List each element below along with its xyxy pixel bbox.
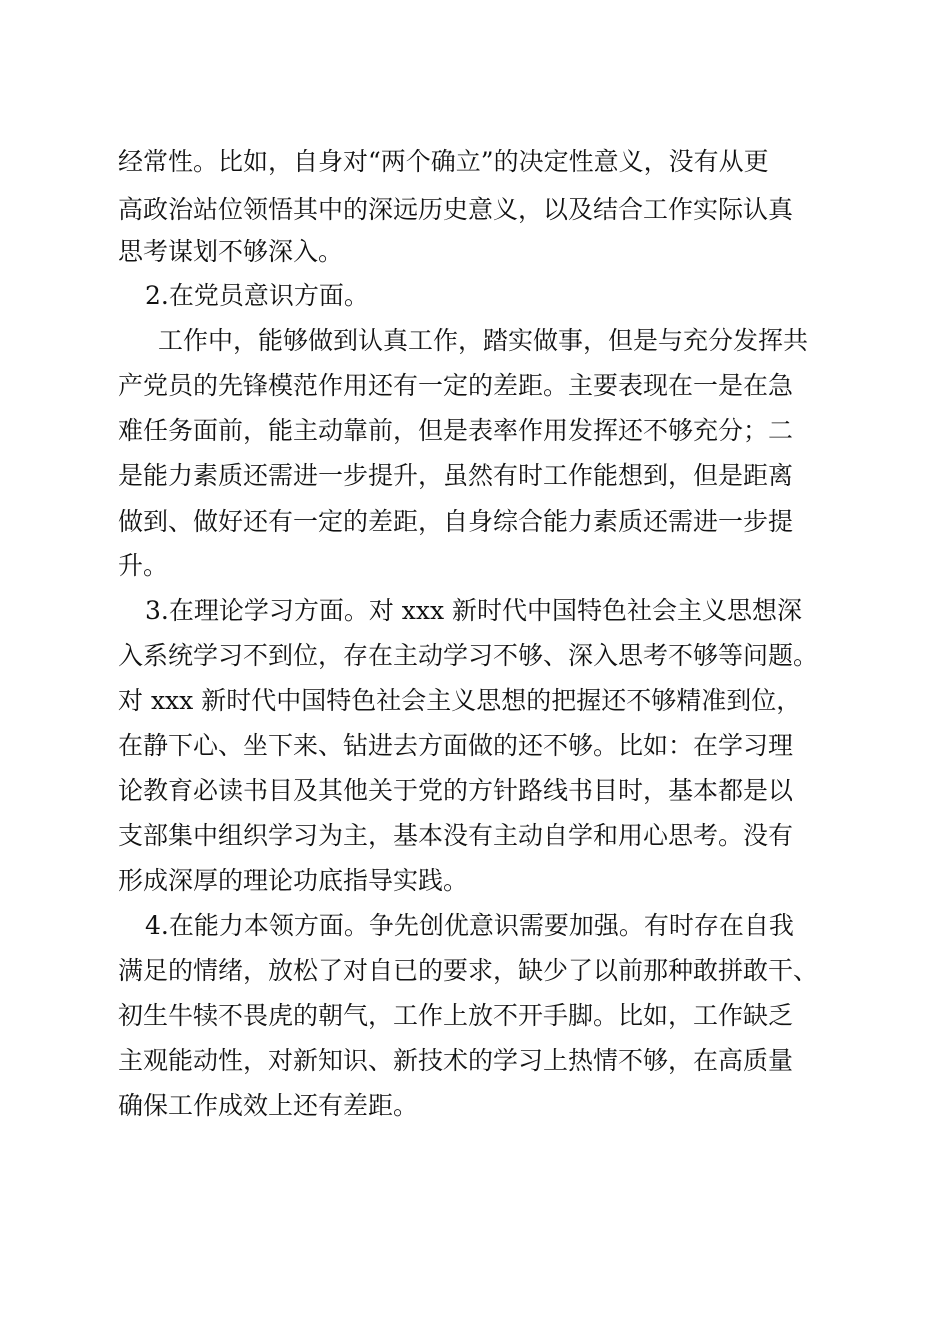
text-line: 满足的情绪，放松了对自已的要求，缺少了以前那种敢拼敢干、 [118,956,819,985]
section-heading-4: 4.在能力本领方面。争先创优意识需要加强。有时存在自我 [145,911,794,940]
text-line: 经常性。比如，自身对“两个确立”的决定性意义，没有从更 [118,147,769,176]
text-line: 论教育必读书目及其他关于党的方针路线书目时，基本都是以 [118,776,794,805]
text-line: 难任务面前，能主动靠前，但是表率作用发挥还不够充分；二 [118,416,794,445]
text-line: 对 xxx 新时代中国特色社会主义思想的把握还不够精准到位， [118,686,802,715]
text-line: 思考谋划不够深入。 [118,237,344,266]
text-line: 做到、做好还有一定的差距，自身综合能力素质还需进一步提 [118,507,794,536]
text-line: 在静下心、坐下来、钻进去方面做的还不够。比如：在学习理 [118,731,794,760]
text-line: 支部集中组织学习为主，基本没有主动自学和用心思考。没有 [118,821,794,850]
section-heading-3: 3.在理论学习方面。对 xxx 新时代中国特色社会主义思想深 [145,596,803,625]
section-heading-2: 2.在党员意识方面。 [145,281,369,310]
text-line: 确保工作成效上还有差距。 [118,1091,419,1120]
text-line: 升。 [118,551,169,580]
text-line: 高政治站位领悟其中的深远历史意义，以及结合工作实际认真 [118,195,794,224]
text-line: 是能力素质还需进一步提升，虽然有时工作能想到，但是距离 [118,461,794,490]
text-line: 产党员的先锋模范作用还有一定的差距。主要表现在一是在急 [118,371,794,400]
text-line: 形成深厚的理论功底指导实践。 [118,866,469,895]
text-line: 入系统学习不到位，存在主动学习不够、深入思考不够等问题。 [118,641,819,670]
text-line: 工作中，能够做到认真工作，踏实做事，但是与充分发挥共 [158,326,809,355]
text-line: 主观能动性，对新知识、新技术的学习上热情不够，在高质量 [118,1046,794,1075]
text-line: 初生牛犊不畏虎的朝气，工作上放不开手脚。比如，工作缺乏 [118,1001,794,1030]
